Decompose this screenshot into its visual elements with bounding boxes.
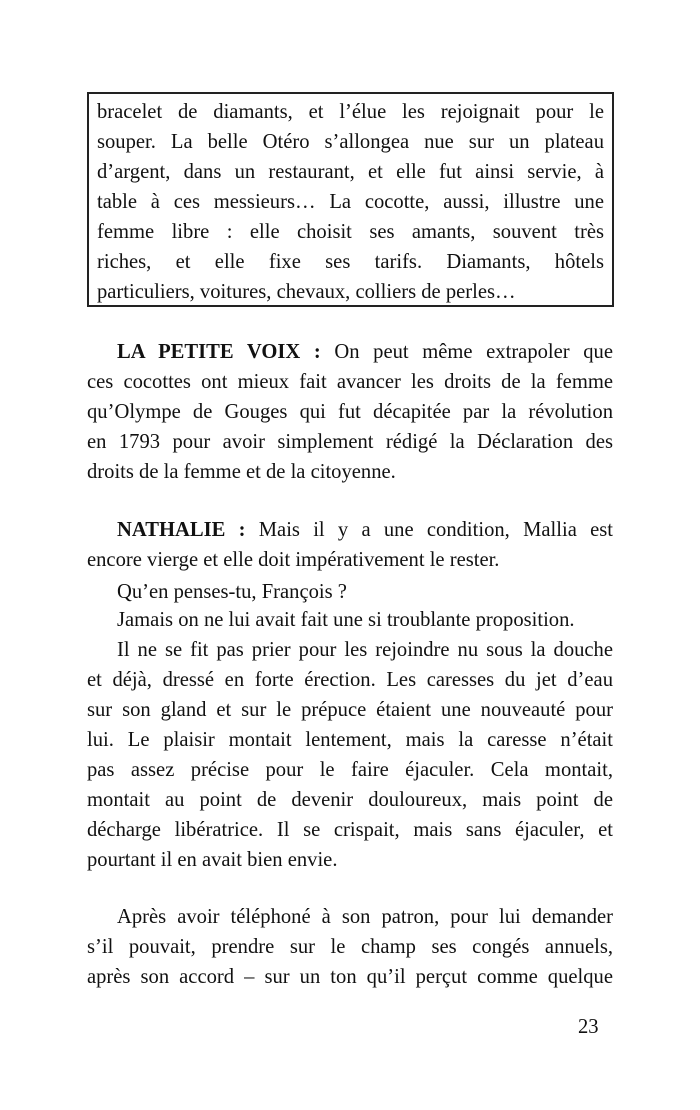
text-line xyxy=(87,902,613,932)
text-line xyxy=(87,367,613,397)
page-number: 23 xyxy=(578,1016,599,1038)
text-line xyxy=(87,932,613,962)
paragraph xyxy=(87,577,613,607)
line-text: Qu’en penses-tu, François ? xyxy=(117,581,347,603)
line-text: table à ces messieurs… La cocotte, aussi, illustre une xyxy=(97,191,604,213)
line-text: qu’Olympe de Gouges qui fut décapitée par la révolution xyxy=(87,401,613,423)
text-line xyxy=(87,427,613,457)
line-text: et déjà, dressé en forte érection. Les caresses du jet d’eau xyxy=(87,669,613,691)
text-line xyxy=(97,127,604,157)
line-text: montait au point de devenir douloureux, mais point de xyxy=(87,789,613,811)
line-text: femme libre : elle choisit ses amants, souvent très xyxy=(97,221,604,243)
text-line xyxy=(87,635,613,665)
text-line xyxy=(87,962,613,992)
text-line xyxy=(87,337,613,367)
boxed-paragraph xyxy=(97,97,604,307)
text-line xyxy=(97,187,604,217)
line-text: pas assez précise pour le faire éjaculer. Cela montait, xyxy=(87,759,613,781)
text-line xyxy=(87,515,613,545)
line-text: souper. La belle Otéro s’allongea nue sur un plateau xyxy=(97,131,604,153)
text-line xyxy=(87,725,613,755)
paragraph xyxy=(87,605,613,635)
text-line xyxy=(97,157,604,187)
line-text: après son accord – sur un ton qu’il perçut comme quelque xyxy=(87,966,613,988)
line-text: ces cocottes ont mieux fait avancer les droits de la femme xyxy=(87,371,613,393)
text-line xyxy=(87,845,613,875)
line-text: Après avoir téléphoné à son patron, pour lui demander xyxy=(117,906,613,928)
line-text: sur son gland et sur le prépuce étaient une nouveauté pour xyxy=(87,699,613,721)
text-line xyxy=(87,457,613,487)
text-line xyxy=(87,545,613,575)
speaker-label: NATHALIE : xyxy=(117,519,246,541)
text-line xyxy=(87,755,613,785)
line-text: Jamais on ne lui avait fait une si troublante proposition. xyxy=(117,609,575,631)
text-line xyxy=(87,397,613,427)
text-line xyxy=(97,97,604,127)
line-text: d’argent, dans un restaurant, et elle fut ainsi servie, à xyxy=(97,161,604,183)
line-text: décharge libératrice. Il se crispait, mais sans éjaculer, et xyxy=(87,819,613,841)
text-line xyxy=(87,815,613,845)
text-line xyxy=(87,577,613,607)
line-text: bracelet de diamants, et l’élue les rejoignait pour le xyxy=(97,101,604,123)
line-text: pourtant il en avait bien envie. xyxy=(87,849,338,871)
dialogue-paragraph xyxy=(87,515,613,575)
line-text: Il ne se fit pas prier pour les rejoindre nu sous la douche xyxy=(117,639,613,661)
line-text: encore vierge et elle doit impérativement le rester. xyxy=(87,549,500,571)
dialogue-paragraph xyxy=(87,337,613,487)
text-line xyxy=(87,695,613,725)
text-line xyxy=(97,217,604,247)
paragraph xyxy=(87,635,613,875)
line-text: droits de la femme et de la citoyenne. xyxy=(87,461,396,483)
line-text: particuliers, voitures, chevaux, colliers de perles… xyxy=(97,281,516,303)
text-line xyxy=(97,247,604,277)
line-text: On peut même extrapoler que xyxy=(320,341,613,363)
line-text: en 1793 pour avoir simplement rédigé la Déclaration des xyxy=(87,431,613,453)
text-line xyxy=(97,277,604,307)
line-text: Mais il y a une condition, Mallia est xyxy=(245,519,614,541)
text-line xyxy=(87,605,613,635)
speaker-label: LA PETITE VOIX : xyxy=(117,341,321,363)
paragraph xyxy=(87,902,613,992)
line-text: riches, et elle fixe ses tarifs. Diamants, hôtels xyxy=(97,251,604,273)
text-line xyxy=(87,665,613,695)
line-text: lui. Le plaisir montait lentement, mais la caresse n’était xyxy=(87,729,613,751)
boxed-excerpt xyxy=(87,92,614,307)
line-text: s’il pouvait, prendre sur le champ ses congés annuels, xyxy=(87,936,613,958)
text-line xyxy=(87,785,613,815)
